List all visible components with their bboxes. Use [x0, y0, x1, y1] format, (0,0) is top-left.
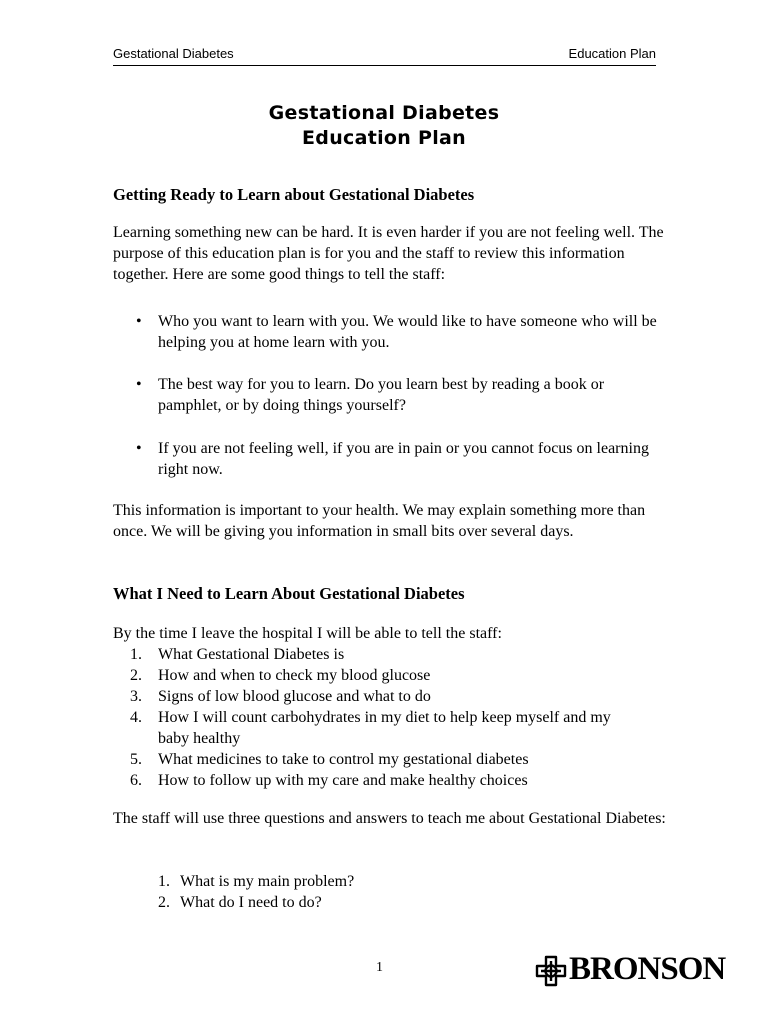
list-item [158, 871, 658, 892]
questions-list [158, 871, 658, 913]
bullet-text: Who you want to learn with you. We would like to have someone who will be helping you at home learn with you. [158, 313, 657, 351]
document-title [0, 101, 768, 151]
list-item-text: How to follow up with my care and make healthy choices [158, 772, 528, 789]
logo-wordmark: BRONSON [569, 951, 726, 987]
questions-intro: The staff will use three questions and answers to teach me about Gestational Diabetes: [113, 810, 666, 827]
list-item-text: What do I need to do? [180, 894, 322, 911]
page-number: 1 [376, 960, 383, 975]
list-item [113, 749, 673, 770]
bullet-dot-icon: • [136, 440, 142, 457]
header-right-text: Education Plan [568, 46, 656, 61]
learning-goals-list [113, 644, 673, 791]
section-1-heading: Getting Ready to Learn about Gestational Diabetes [113, 185, 475, 204]
title-line-2: Education Plan [302, 127, 466, 149]
section-1-intro: Learning something new can be hard. It is even harder if you are not feeling well. The purpose of this education plan is for you and the staff to review this information together. Here are some good things to tell the staff: [113, 224, 664, 283]
list-item-text: How and when to check my blood glucose [158, 667, 431, 684]
list-item [113, 644, 673, 665]
list-item [113, 707, 673, 749]
list-item-text: What is my main problem? [180, 873, 355, 890]
list-item-number: 2. [158, 894, 170, 911]
bullet-text: The best way for you to learn. Do you learn best by reading a book or pamphlet, or by doing things yourself? [158, 376, 605, 414]
list-item-number: 4. [130, 709, 142, 726]
list-item [113, 686, 673, 707]
list-item-text: What medicines to take to control my gestational diabetes [158, 751, 529, 768]
bronson-logo [535, 951, 735, 991]
bullet-dot-icon: • [136, 376, 142, 393]
list-item-text: How I will count carbohydrates in my diet to help keep myself and my baby healthy [158, 709, 611, 747]
bullet-dot-icon: • [136, 313, 142, 330]
list-item-text: What Gestational Diabetes is [158, 646, 345, 663]
list-item-number: 1. [130, 646, 142, 663]
section-2-intro: By the time I leave the hospital I will be able to tell the staff: [113, 625, 502, 642]
list-item-number: 2. [130, 667, 142, 684]
list-item [113, 665, 673, 686]
list-item [113, 770, 673, 791]
list-item-number: 3. [130, 688, 142, 705]
header-left-text: Gestational Diabetes [113, 46, 234, 61]
bullet-text: If you are not feeling well, if you are in pain or you cannot focus on learning right now. [158, 440, 649, 478]
list-item-number: 1. [158, 873, 170, 890]
page-header [113, 45, 656, 66]
title-line-1: Gestational Diabetes [268, 102, 500, 124]
list-item [158, 892, 658, 913]
bronson-cross-icon [535, 955, 567, 987]
section-2-heading: What I Need to Learn About Gestational Diabetes [113, 584, 465, 603]
list-item-number: 5. [130, 751, 142, 768]
section-1-closing: This information is important to your health. We may explain something more than once. We will be giving you information in small bits over several days. [113, 502, 646, 540]
list-item-number: 6. [130, 772, 142, 789]
list-item-text: Signs of low blood glucose and what to do [158, 688, 431, 705]
